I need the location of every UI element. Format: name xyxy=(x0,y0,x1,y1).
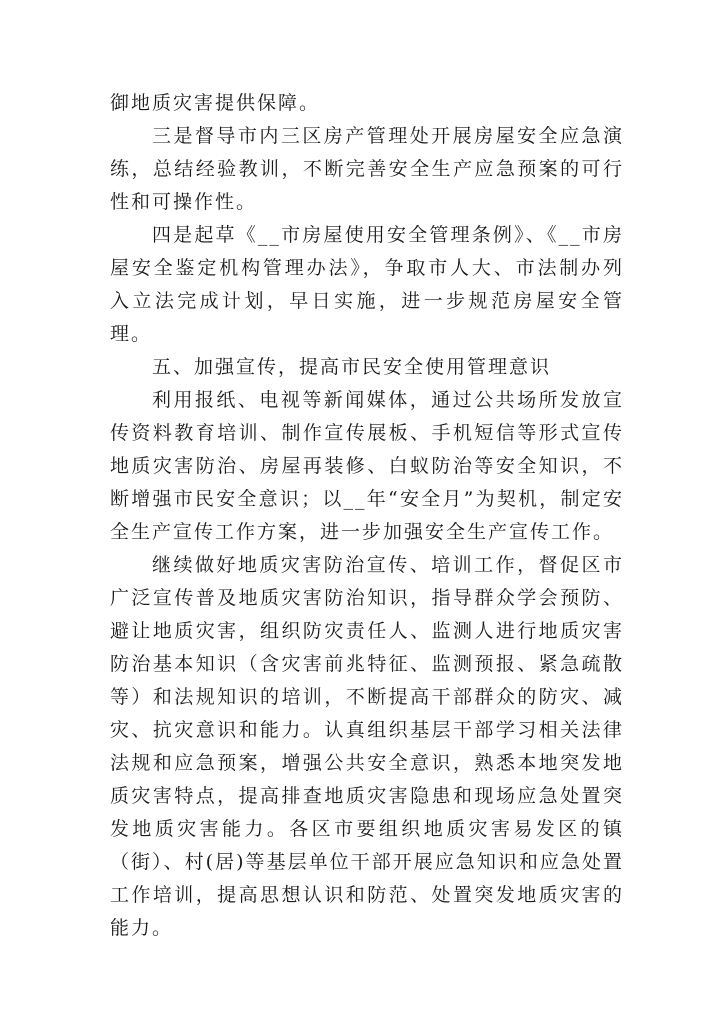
paragraph-continuation: 御地质灾害提供保障。 xyxy=(110,92,321,114)
paragraph-training: 继续做好地质灾害防治宣传、培训工作，督促区市广泛宣传普及地质灾害防治知识，指导群众学会预防、避让地质灾害，组织防灾责任人、监测人进行地质灾害防治基本知识（含灾害前兆特征、监测预报、紧急疏散等）和法规知识的培训，不断提高干部群众的防灾、减灾、抗灾意识和能力。认真组织基层干部学习相关法律法规和应急预案，增强公共安全意识，熟悉本地突发地质灾害特点，提高排查地质灾害隐患和现场应急处置突发地质灾害能力。各区市要组织地质灾害易发区的镇（街）、村(居)等基层单位干部开展应急知识和应急处置工作培训，提高思想认识和防范、处置突发地质灾害的能力。 xyxy=(110,554,624,939)
paragraph-regulations: 四是起草《__市房屋使用安全管理条例》、《__市房屋安全鉴定机构管理办法》，争取市人大、市法制办列入立法完成计划，早日实施，进一步规范房屋安全管理。 xyxy=(110,224,624,345)
paragraph-drill: 三是督导市内三区房产管理处开展房屋安全应急演练，总结经验教训，不断完善安全生产应急预案的可行性和可操作性。 xyxy=(110,125,624,213)
document-body xyxy=(110,87,624,945)
section-heading: 五、加强宣传，提高市民安全使用管理意识 xyxy=(152,356,552,378)
paragraph-publicity: 利用报纸、电视等新闻媒体，通过公共场所发放宣传资料教育培训、制作宣传展板、手机短信等形式宣传地质灾害防治、房屋再装修、白蚁防治等安全知识，不断增强市民安全意识；以__年“安全月”为契机，制定安全生产宣传工作方案，进一步加强安全生产宣传工作。 xyxy=(110,389,624,543)
